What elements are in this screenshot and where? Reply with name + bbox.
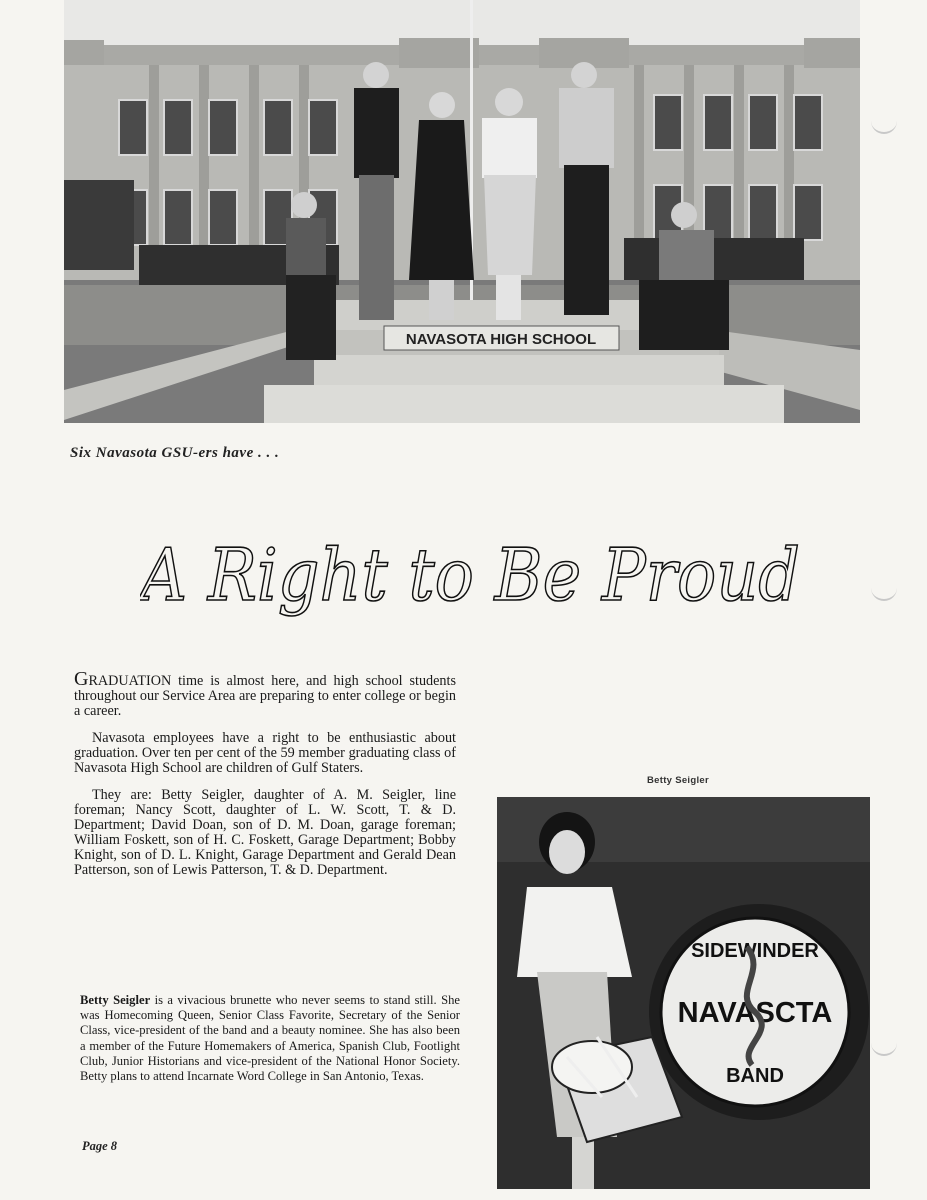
article-paragraph: They are: Betty Seigler, daughter of A. M. Seigler, line foreman; Nancy Scott, daughter of L. W. Scott, T. & D. Department; David Doan, son of D. M. Doan, garage foreman; William Foskett, son of H. C. Foskett, Garage Department; Bobby Knight, son of D. L. Knight, Garage Department and Gerald Dean Patterson, son of Lewis Patterson, T. & D. Department.	[74, 787, 456, 878]
school-group-photo	[64, 0, 860, 423]
drop-cap: G	[74, 668, 89, 690]
school-sign-text: NAVASOTA HIGH SCHOOL	[405, 331, 597, 348]
drummer-photo-drawing	[497, 797, 870, 1189]
drum-top-text: SIDEWINDER	[691, 940, 819, 962]
bio-name: Betty Seigler	[80, 993, 151, 1007]
photo-label: Betty Seigler	[647, 775, 709, 786]
binder-hole-mark	[871, 118, 897, 134]
bio-paragraph	[80, 993, 460, 1084]
article-body	[74, 668, 456, 890]
page-number: Page 8	[82, 1139, 118, 1153]
article-paragraph: GRADUATION time is almost here, and high school students throughout our Service Area are preparing to enter college or begin a career.	[74, 668, 456, 719]
headline-script	[140, 520, 820, 640]
school-photo-drawing	[64, 0, 860, 423]
binder-hole-mark	[871, 585, 897, 601]
drum-middle-text: NAVASCTA	[677, 997, 833, 1029]
drummer-photo	[497, 797, 870, 1189]
photo-caption: Six Navasota GSU-ers have . . .	[70, 445, 280, 461]
binder-hole-mark	[871, 1040, 897, 1056]
drum-bottom-text: BAND	[726, 1065, 784, 1087]
article-paragraph: Navasota employees have a right to be enthusiastic about graduation. Over ten per cent of the 59 member graduating class of Navasota High School are children of Gulf Staters.	[74, 730, 456, 776]
bio-text: is a vivacious brunette who never seems to stand still. She was Homecoming Queen, Senior Class Favorite, Secretary of the Senior Class, vice-president of the band and a beauty nominee. She has also been a member of the Future Homemakers of America, Spanish Club, Footlight Club, Junior Historians and vice-president of the National Honor Society. Betty plans to attend Incarnate Word College in San Antonio, Texas.	[80, 993, 461, 1084]
article-headline	[140, 520, 820, 640]
headline-text: A Right to Be Proud	[140, 533, 801, 617]
